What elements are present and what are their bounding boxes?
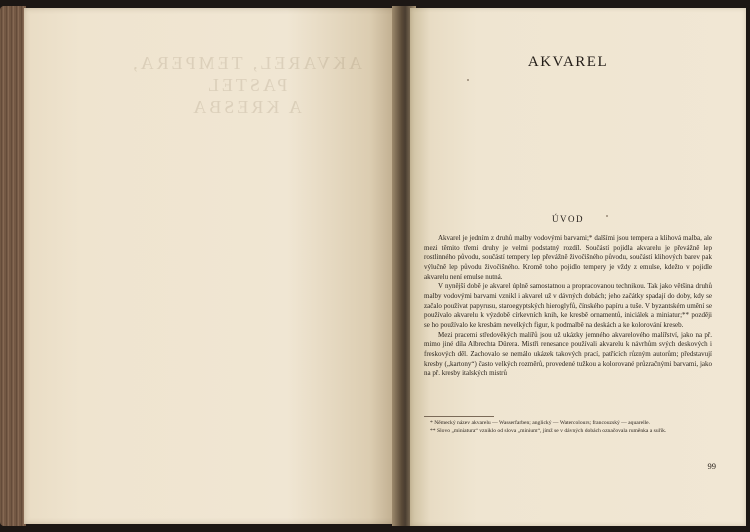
footnote: * Německý název akvarelu — Wasserfarben; anglický — Watercolours; francouzský — aquarelle. bbox=[430, 420, 651, 426]
footnotes bbox=[424, 419, 712, 435]
paper-speck bbox=[467, 79, 469, 81]
bleed-through-line: AKVAREL, TEMPERA, PASTEL bbox=[130, 53, 362, 95]
section-title: ÚVOD bbox=[552, 214, 584, 224]
page-edges bbox=[0, 6, 26, 526]
bleed-through-text bbox=[96, 52, 396, 118]
body-text bbox=[424, 234, 712, 379]
page-number: 99 bbox=[707, 461, 716, 471]
footnote-rule bbox=[424, 416, 494, 417]
left-page bbox=[24, 8, 400, 524]
bleed-through-line: A KRESBA bbox=[190, 97, 302, 117]
right-page bbox=[410, 8, 746, 526]
paper-speck bbox=[606, 215, 608, 217]
paragraph: Mezi pracemi středověkých malířů jsou už ukázky jemného akvarelového malířství, jako na př. mimo jiné díla Albrechta Dürera. Mistři renesance používali akvarelu k návrhům svých deskových i freskových děl. Zachovalo se nemálo ukázek takových prací, patřících různým autorům; představují kresby („kartony“) často velkých rozměrů, provedené tužkou a kolorované průzračnými barvami, jako na př. kresby italských mistrů bbox=[424, 330, 712, 378]
footnote: ** Slovo „miniatura“ vzniklo od slova „minium“, jímž se v dávných dobách označovala ruměnka a suřík. bbox=[430, 428, 667, 435]
paragraph: Akvarel je jedním z druhů malby vodovými barvami;* dalšími jsou tempera a klihová malba, ale mezi těmito třemi druhy je velmi podstatný rozdíl. Součástí pojidla akvarelu je převážně lep rostlinného původu, součástí tempery lep převážně živočišného původu, součástí klihových barev pak výlučně lep původu živočišného. Kromě toho pojidlo tempery je vždy z emulse, kdežto v pojidle akvarelu není emulse nutná. bbox=[424, 234, 712, 281]
chapter-title: AKVAREL bbox=[527, 54, 609, 70]
paragraph: V nynější době je akvarel úplně samostatnou a propracovanou technikou. Tak jako většina druhů malby vodovými barvami vznikl i akvarel už v dávných dobách; jeho začátky spadají do doby, kdy se začalo používat papyrusu, staroegyptských hieroglyfů, čínského papíru a tuše. V byzantském umění se používalo akvarelu k výzdobě církevních knih, ke kresbě ornamentů, iniciálek a miniatur;** později se ho používalo ke kresbám nevelkých figur, k podmalbě na deskách a ke kolorování kreseb. bbox=[424, 282, 712, 329]
